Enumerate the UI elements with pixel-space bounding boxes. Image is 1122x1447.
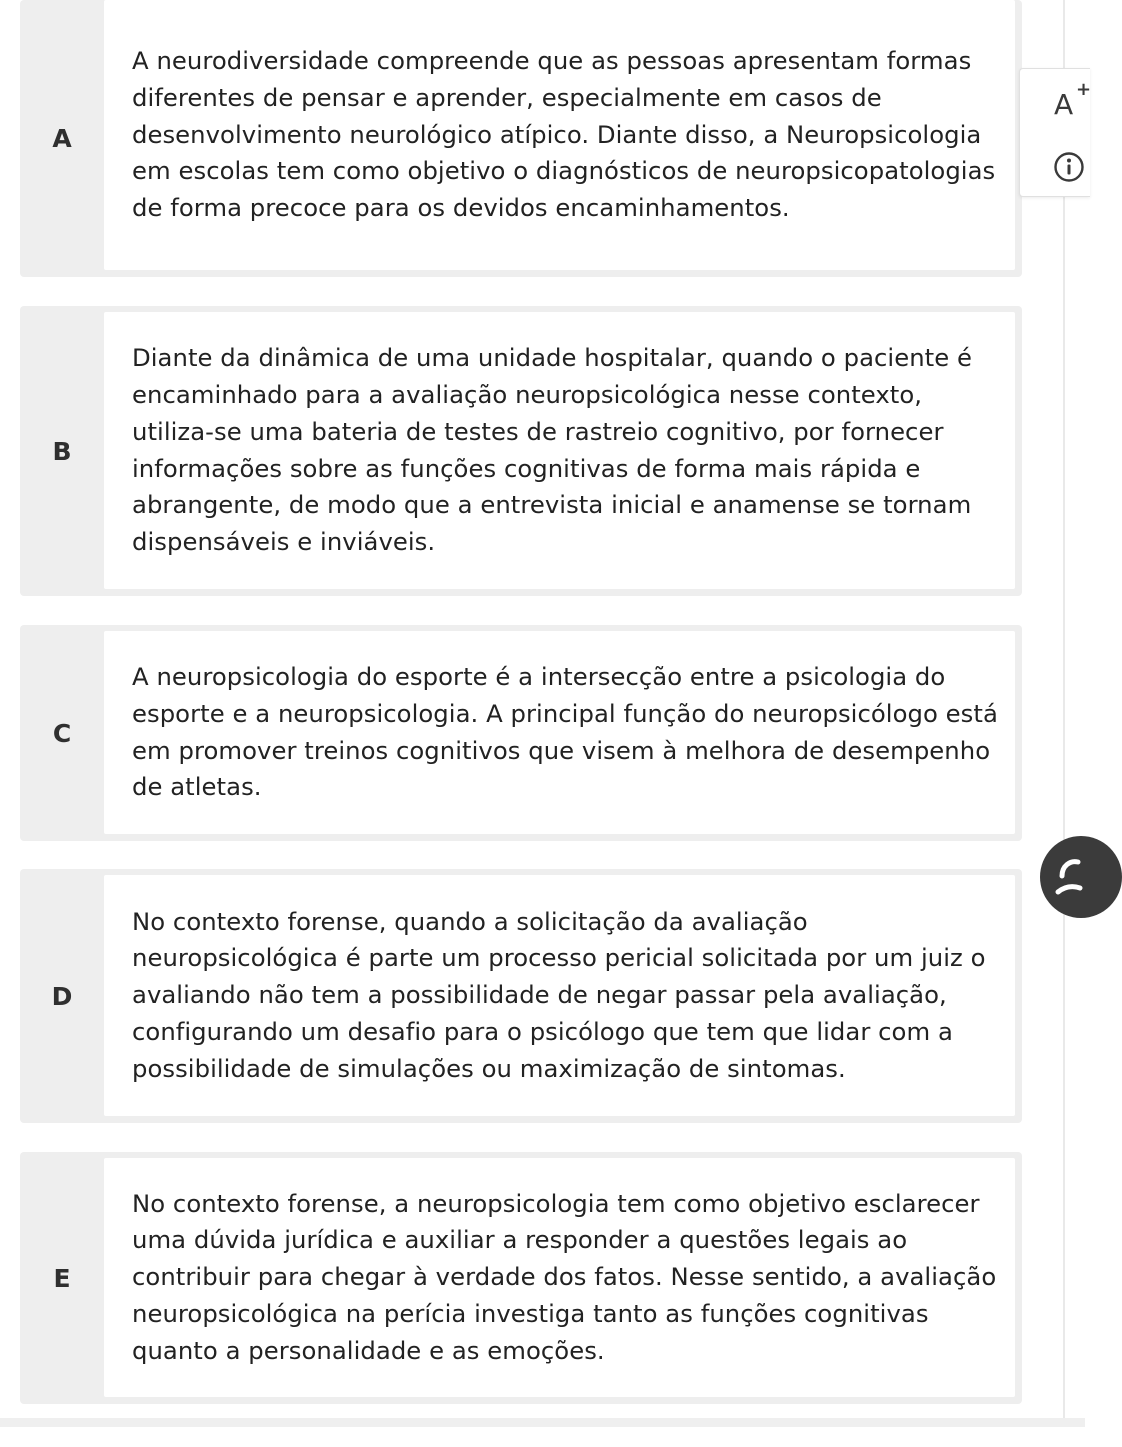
- info-icon[interactable]: [1053, 151, 1085, 183]
- side-toolbar: [1019, 68, 1090, 197]
- option-c[interactable]: [20, 625, 1022, 841]
- option-text: No contexto forense, quando a solicitação da avaliação neuropsicológica é parte um processo pericial solicitada por um juiz o avaliando não tem a possibilidade de negar passar pela avaliação, configurando um desafio para o psicólogo que tem que lidar com a possibilidade de simulações ou maximização de sintomas.: [132, 906, 986, 1083]
- option-b[interactable]: [20, 306, 1022, 596]
- option-text-box: [104, 312, 1015, 589]
- option-letter: A: [52, 124, 72, 153]
- option-text-box: [104, 1158, 1015, 1397]
- font-increase-glyph: A: [1054, 88, 1074, 121]
- option-letter: D: [51, 981, 73, 1011]
- option-e[interactable]: [20, 1152, 1022, 1404]
- font-increase-plus: +: [1076, 79, 1092, 100]
- bottom-divider: [0, 1418, 1085, 1427]
- font-size-increase-icon[interactable]: [1054, 79, 1092, 123]
- option-text-box: [104, 0, 1015, 270]
- right-scroll-rail: [1063, 0, 1065, 1420]
- option-d[interactable]: [20, 869, 1022, 1123]
- help-chat-icon[interactable]: [1040, 836, 1122, 918]
- option-letter: E: [53, 1263, 71, 1293]
- option-text-box: [104, 631, 1015, 834]
- option-text-box: [104, 875, 1015, 1116]
- option-text: A neuropsicologia do esporte é a intersecção entre a psicologia do esporte e a neuropsicologia. A principal função do neuropsicólogo está em promover treinos cognitivos que visem à melhora de desempenho de atletas.: [132, 661, 998, 802]
- option-text: A neurodiversidade compreende que as pessoas apresentam formas diferentes de pensar e aprender, especialmente em casos de desenvolvimento neurológico atípico. Diante disso, a Neuropsicologia em escolas tem como objetivo o diagnósticos de neuropsicopatologias de forma precoce para os devidos encaminhamentos.: [132, 46, 996, 223]
- option-a[interactable]: [20, 0, 1022, 277]
- option-letter: C: [52, 718, 72, 748]
- option-text: Diante da dinâmica de uma unidade hospitalar, quando o paciente é encaminhado para a avaliação neuropsicológica nesse contexto, utiliza-se uma bateria de testes de rastreio cognitivo, por fornecer informações sobre as funções cognitivas de forma mais rápida e abrangente, de modo que a entrevista inicial e anamense se tornam dispensáveis e inviáveis.: [132, 343, 973, 557]
- option-letter: B: [52, 436, 72, 466]
- option-text: No contexto forense, a neuropsicologia tem como objetivo esclarecer uma dúvida jurídica e auxiliar a responder a questões legais ao contribuir para chegar à verdade dos fatos. Nesse sentido, a avaliação neuropsicológica na perícia investiga tanto as funções cognitivas quanto a personalidade e as emoções.: [132, 1188, 997, 1365]
